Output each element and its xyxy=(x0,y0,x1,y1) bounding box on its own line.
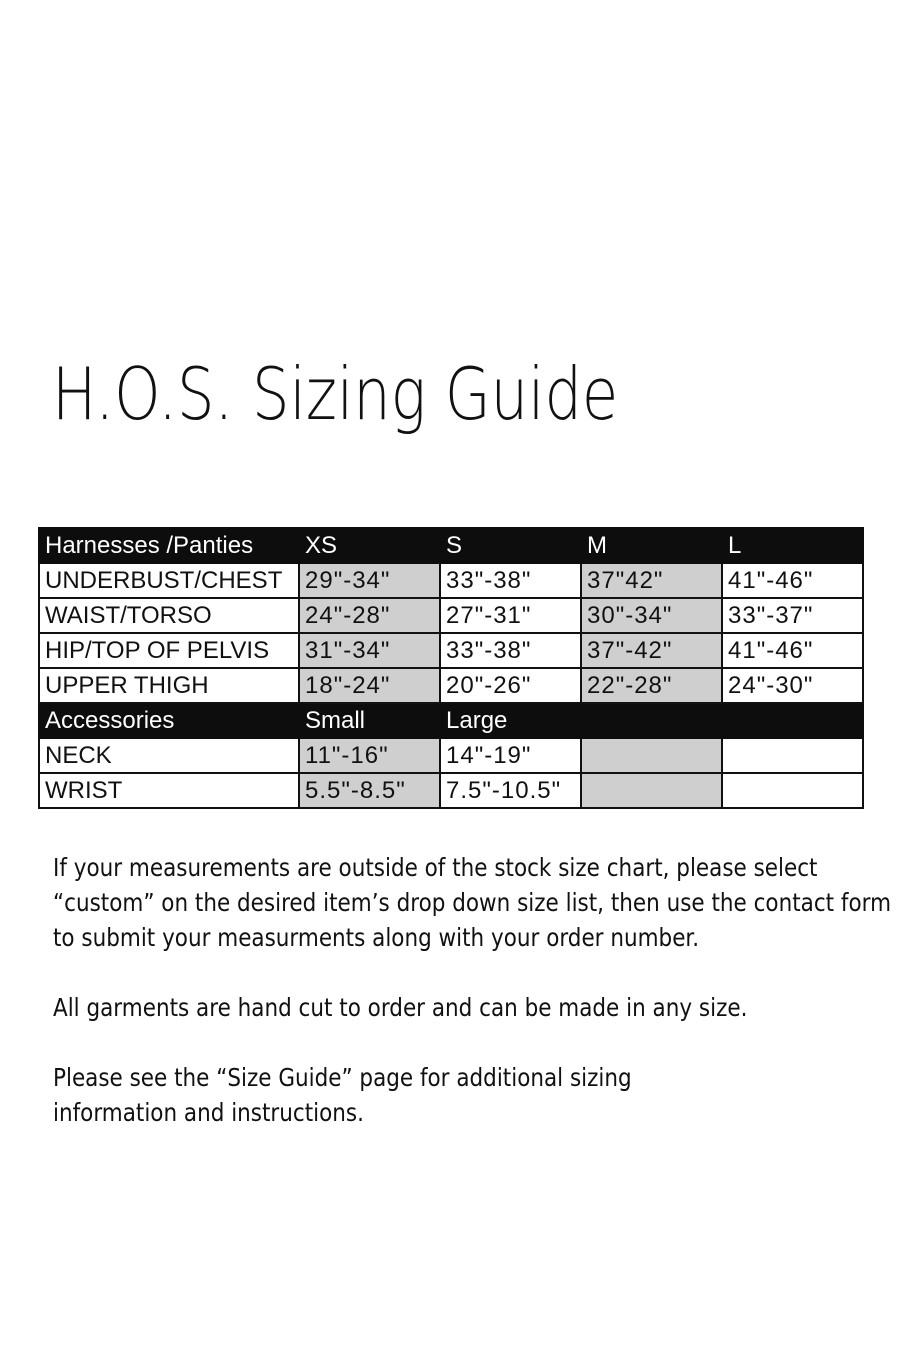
size-cell: 11"-16" xyxy=(299,738,440,773)
size-cell xyxy=(581,738,722,773)
header-cell: Accessories xyxy=(39,703,299,738)
table-header-harnesses xyxy=(39,528,863,563)
header-cell: XS xyxy=(299,528,440,563)
size-cell: 18"-24" xyxy=(299,668,440,703)
table-row xyxy=(39,633,863,668)
note-line: “custom” on the desired item’s drop down size list, then use the contact form xyxy=(53,888,892,917)
size-cell: 33"-38" xyxy=(440,633,581,668)
header-cell: Harnesses /Panties xyxy=(39,528,299,563)
size-cell: 14"-19" xyxy=(440,738,581,773)
size-cell: 41"-46" xyxy=(722,563,863,598)
size-cell xyxy=(581,773,722,808)
table-row xyxy=(39,738,863,773)
header-cell: Large xyxy=(440,703,581,738)
header-cell xyxy=(722,703,863,738)
header-cell: L xyxy=(722,528,863,563)
table-header-accessories xyxy=(39,703,863,738)
size-cell: 37"-42" xyxy=(581,633,722,668)
size-cell: 33"-37" xyxy=(722,598,863,633)
row-label: UPPER THIGH xyxy=(39,668,299,703)
row-label: WRIST xyxy=(39,773,299,808)
row-label: WAIST/TORSO xyxy=(39,598,299,633)
size-cell: 5.5"-8.5" xyxy=(299,773,440,808)
row-label: NECK xyxy=(39,738,299,773)
size-cell xyxy=(722,773,863,808)
note-line: If your measurements are outside of the stock size chart, please select xyxy=(53,853,818,882)
table-row xyxy=(39,563,863,598)
size-cell: 37"42" xyxy=(581,563,722,598)
table-row xyxy=(39,598,863,633)
size-cell: 24"-30" xyxy=(722,668,863,703)
note-line: to submit your measurments along with your order number. xyxy=(53,923,700,952)
row-label: UNDERBUST/CHEST xyxy=(39,563,299,598)
size-cell: 31"-34" xyxy=(299,633,440,668)
size-cell: 20"-26" xyxy=(440,668,581,703)
row-label: HIP/TOP OF PELVIS xyxy=(39,633,299,668)
size-cell: 7.5"-10.5" xyxy=(440,773,581,808)
size-cell: 33"-38" xyxy=(440,563,581,598)
header-cell: M xyxy=(581,528,722,563)
size-cell: 29"-34" xyxy=(299,563,440,598)
header-cell: S xyxy=(440,528,581,563)
sizing-notes xyxy=(53,850,892,1130)
table-row xyxy=(39,773,863,808)
size-cell: 27"-31" xyxy=(440,598,581,633)
page-title: H.O.S. Sizing Guide xyxy=(52,352,619,436)
size-cell: 41"-46" xyxy=(722,633,863,668)
note-line: Please see the “Size Guide” page for additional sizing xyxy=(53,1063,632,1092)
size-cell xyxy=(722,738,863,773)
size-cell: 24"-28" xyxy=(299,598,440,633)
note-line: information and instructions. xyxy=(53,1098,364,1127)
header-cell xyxy=(581,703,722,738)
sizing-table xyxy=(38,527,864,809)
size-cell: 30"-34" xyxy=(581,598,722,633)
header-cell: Small xyxy=(299,703,440,738)
table-row xyxy=(39,668,863,703)
size-cell: 22"-28" xyxy=(581,668,722,703)
note-line: All garments are hand cut to order and can be made in any size. xyxy=(53,993,748,1022)
